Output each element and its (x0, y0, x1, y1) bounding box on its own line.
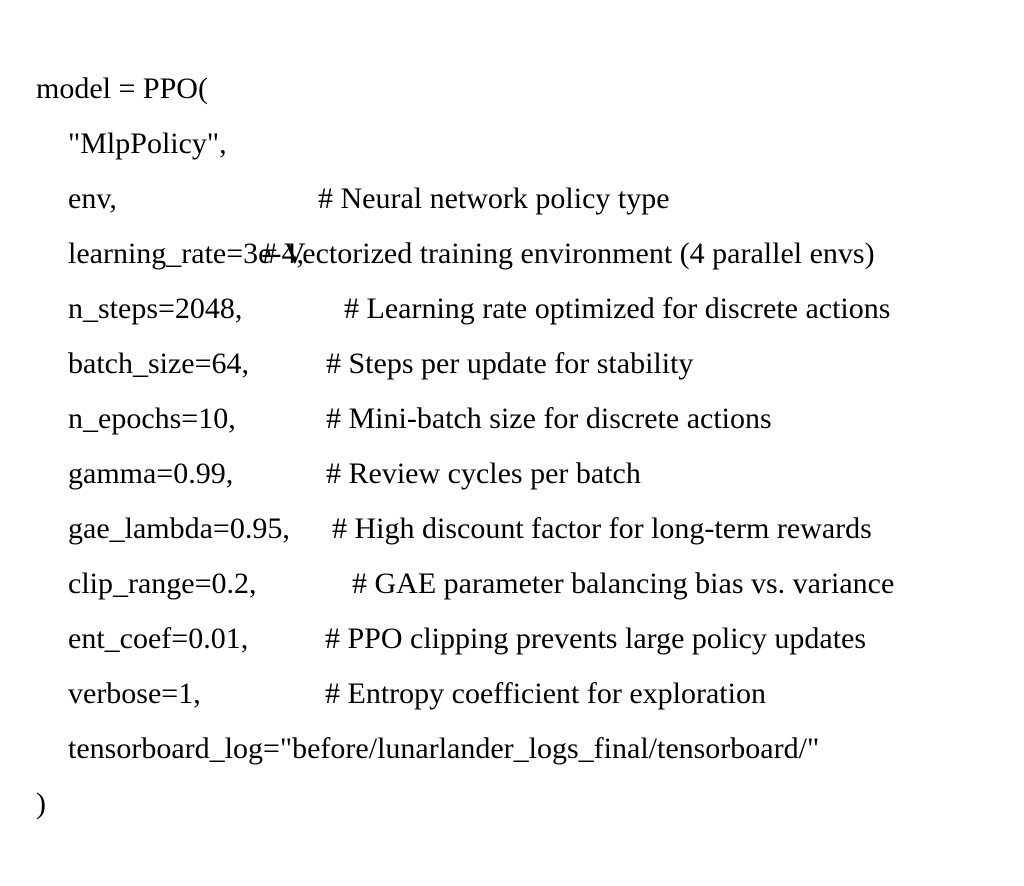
comment-env: # Vectorized training environment (4 parallel envs) (262, 237, 875, 270)
comment-policy: # Neural network policy type (318, 182, 670, 215)
arg-n-steps: n_steps=2048, (68, 292, 243, 325)
comment-gamma: # High discount factor for long-term rewards (332, 512, 872, 545)
arg-policy: "MlpPolicy", (68, 127, 227, 160)
comment-gae-lambda: # GAE parameter balancing bias vs. variance (352, 567, 895, 600)
comment-learning-rate: # Learning rate optimized for discrete actions (344, 292, 891, 325)
constructor-call: model = PPO( (36, 72, 208, 105)
arg-gamma: gamma=0.99, (68, 457, 234, 490)
code-line-closer (0, 721, 46, 820)
arg-env: env, (68, 182, 117, 215)
arg-ent-coef: ent_coef=0.01, (68, 622, 249, 655)
arg-learning-rate: learning_rate=3e-4, (68, 237, 304, 270)
arg-tensorboard-log: tensorboard_log="before/lunarlander_logs_final/tensorboard/" (68, 732, 820, 765)
comment-batch-size: # Mini-batch size for discrete actions (326, 402, 772, 435)
arg-clip-range: clip_range=0.2, (68, 567, 257, 600)
comment-ent-coef: # Entropy coefficient for exploration (325, 677, 766, 710)
comment-n-steps: # Steps per update for stability (326, 347, 694, 380)
closing-paren: ) (36, 787, 46, 820)
comment-clip-range: # PPO clipping prevents large policy updates (325, 622, 867, 655)
code-line-opener (0, 6, 208, 105)
arg-n-epochs: n_epochs=10, (68, 402, 236, 435)
arg-verbose: verbose=1, (68, 677, 201, 710)
comment-n-epochs: # Review cycles per batch (326, 457, 641, 490)
arg-gae-lambda: gae_lambda=0.95, (68, 512, 290, 545)
arg-batch-size: batch_size=64, (68, 347, 250, 380)
